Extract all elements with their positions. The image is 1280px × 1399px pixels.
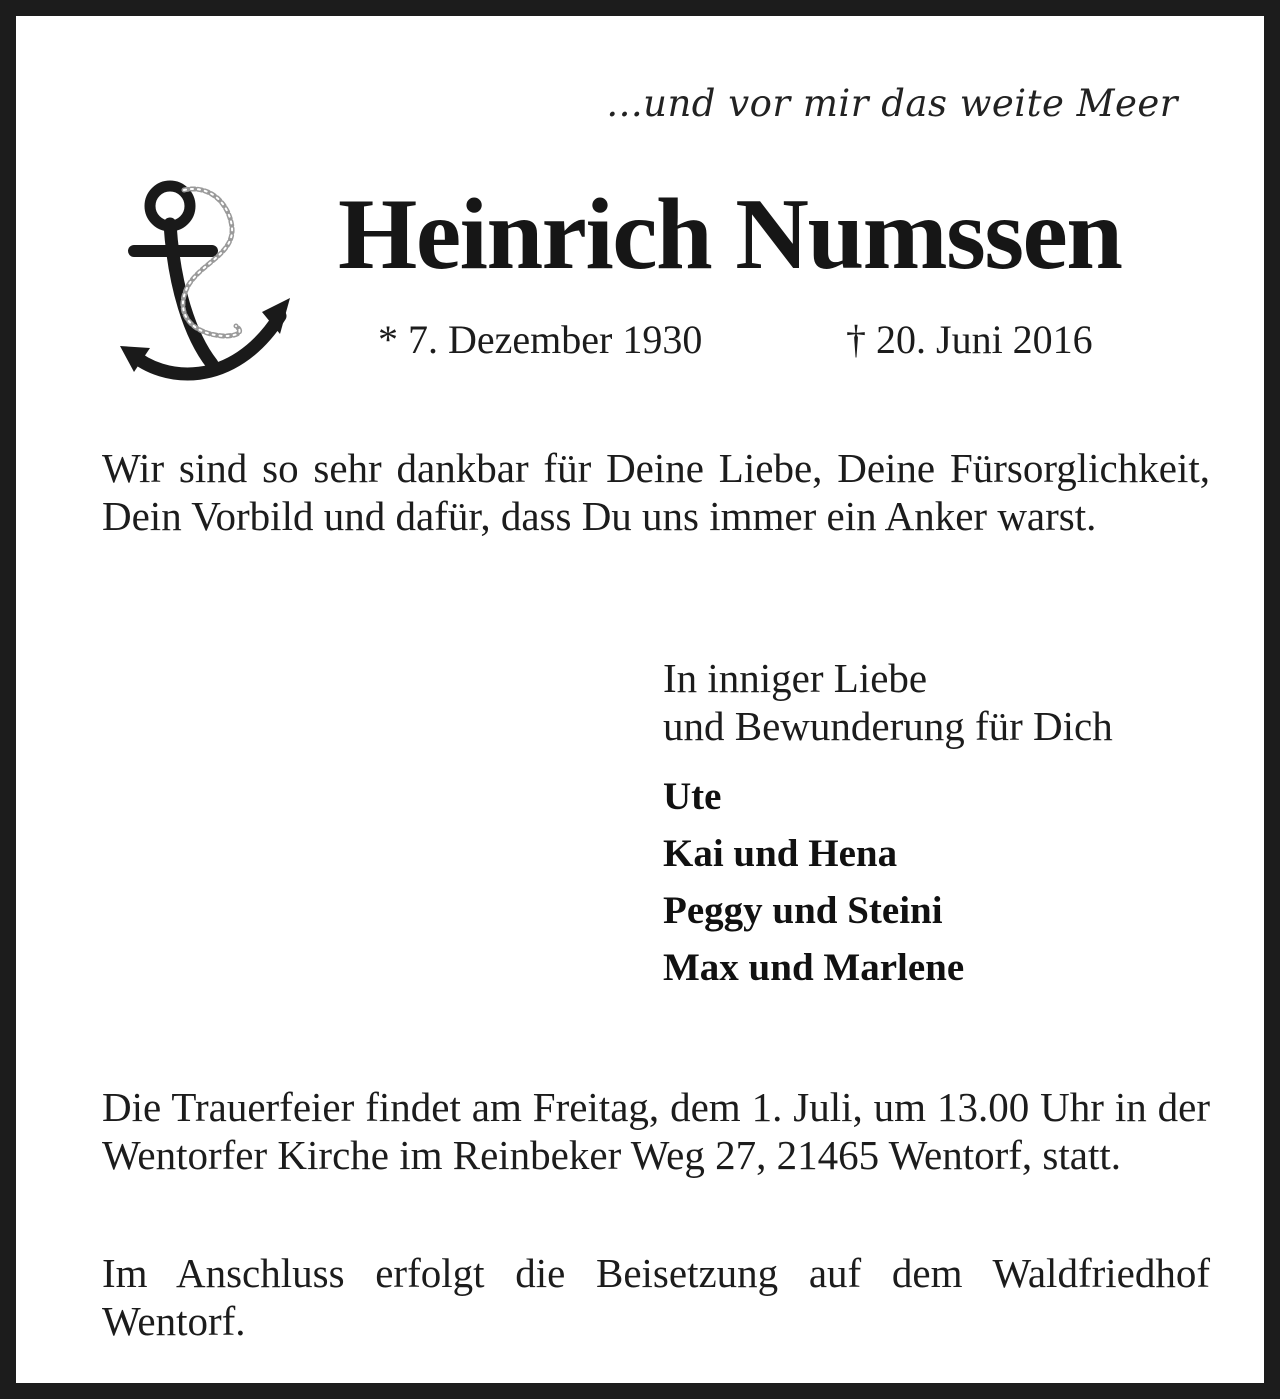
signer: Ute (663, 775, 722, 818)
anchor-icon (112, 176, 302, 401)
signers-list (663, 768, 964, 996)
gratitude-message: Wir sind so sehr dankbar für Deine Liebe, Deine Fürsorglichkeit, Dein Vorbild und dafür, dass Du uns immer ein Anker warst. (102, 445, 1210, 539)
ceremony-info: Die Trauerfeier findet am Freitag, dem 1. Juli, um 13.00 Uhr in der Wentorfer Kirche im Reinbeker Weg 27, 21465 Wentorf, statt. (102, 1084, 1210, 1178)
deceased-name: Heinrich Numssen (338, 178, 1122, 291)
signer: Kai und Hena (663, 832, 898, 875)
death-date: † 20. Juni 2016 (846, 317, 1093, 362)
signer: Peggy und Steini (663, 889, 943, 932)
greeting (663, 654, 1113, 750)
life-dates (378, 316, 1093, 363)
greeting-line-1: In inniger Liebe (663, 655, 928, 701)
greeting-line-2: und Bewunderung für Dich (663, 703, 1113, 749)
burial-info: Im Anschluss erfolgt die Beisetzung auf dem Waldfriedhof Wentorf. (102, 1250, 1210, 1344)
birth-date: * 7. Dezember 1930 (378, 317, 703, 362)
signer: Max und Marlene (663, 946, 965, 989)
motto-text: ...und vor mir das weite Meer (606, 82, 1178, 125)
